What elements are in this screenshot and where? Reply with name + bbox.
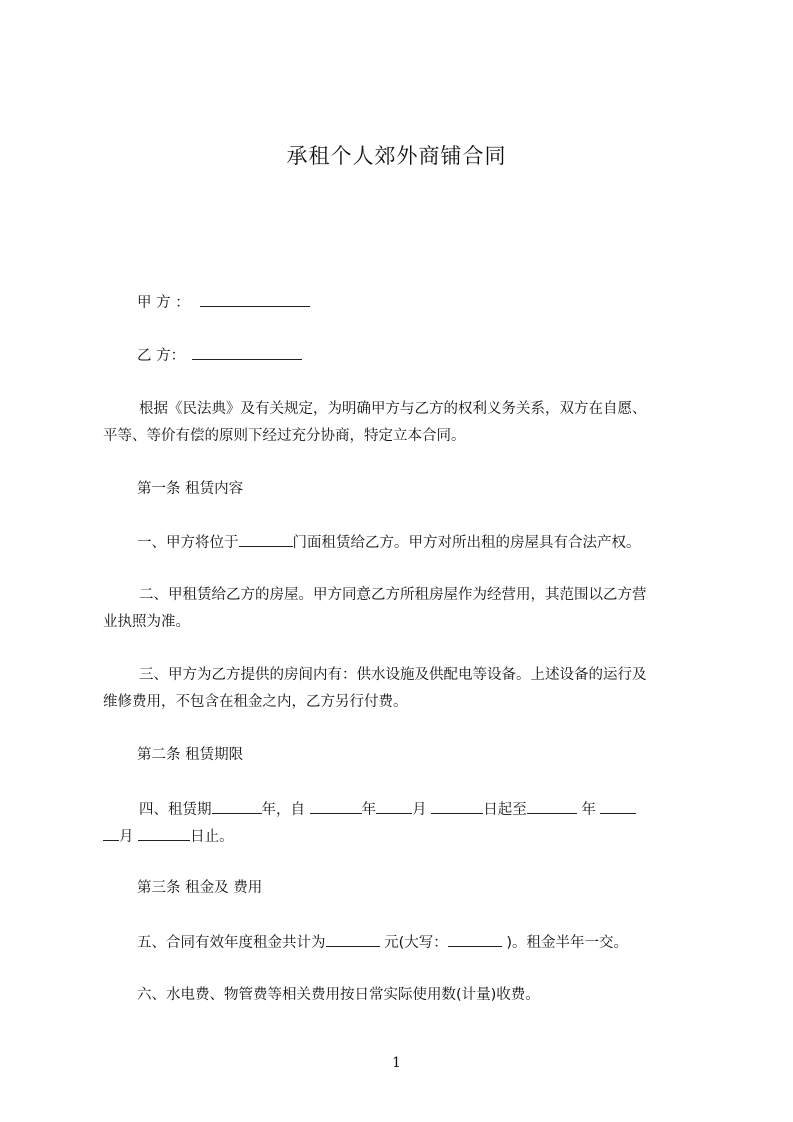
- party-a-line: [137, 292, 310, 313]
- item-6: 六、水电费、物管费等相关费用按日常实际使用数(计量)收费。: [137, 987, 540, 1003]
- start-year-blank: [310, 799, 362, 814]
- term-years-blank: [212, 799, 262, 814]
- start-month-blank: [376, 799, 412, 814]
- article-2-heading: 第二条 租赁期限: [137, 747, 244, 763]
- item-2-line-2: 业执照为准。: [103, 614, 190, 630]
- page-number: 1: [392, 1055, 401, 1071]
- item-2-line-1: 二、甲租赁给乙方的房屋。甲方同意乙方所租房屋作为经营用，其范围以乙方营: [139, 587, 647, 603]
- item-5: 五、合同有效年度租金共计为 元(大写： )。租金半年一交。: [137, 932, 628, 953]
- item-1: 一、甲方将位于 门面租赁给乙方。甲方对所出租的房屋具有合法产权。: [137, 532, 641, 553]
- party-a-blank: [200, 292, 310, 307]
- intro-line-2: 平等、等价有偿的原则下经过充分协商，特定立本合同。: [103, 428, 466, 444]
- item-4-line-2: 月 日止。: [103, 826, 234, 847]
- item-3-line-2: 维修费用，不包含在租金之内，乙方另行付费。: [103, 694, 408, 710]
- rent-amount-words-blank: [448, 932, 502, 947]
- party-b-blank: [192, 345, 302, 360]
- end-year-blank: [527, 799, 577, 814]
- party-b-line: [137, 345, 302, 366]
- party-a-label: 甲 方 ：: [137, 295, 190, 311]
- start-day-blank: [431, 799, 483, 814]
- item-3-line-1: 三、甲方为乙方提供的房间内有：供水设施及供配电等设备。上述设备的运行及: [139, 667, 647, 683]
- article-1-heading: 第一条 租赁内容: [137, 481, 244, 497]
- document-title: 承租个人郊外商铺合同: [286, 144, 507, 168]
- end-month-blank-part2: [103, 826, 119, 841]
- item-4-line-1: 四、租赁期 年，自 年 月 日起至 年: [139, 799, 636, 820]
- rent-amount-blank: [326, 932, 380, 947]
- location-blank: [239, 532, 293, 547]
- intro-line-1: 根据《民法典》及有关规定，为明确甲方与乙方的权利义务关系，双方在自愿、: [139, 401, 647, 417]
- end-day-blank: [138, 826, 190, 841]
- end-month-blank-part1: [600, 799, 636, 814]
- party-b-label: 乙 方：: [137, 348, 186, 364]
- article-3-heading: 第三条 租金及 费用: [137, 880, 263, 896]
